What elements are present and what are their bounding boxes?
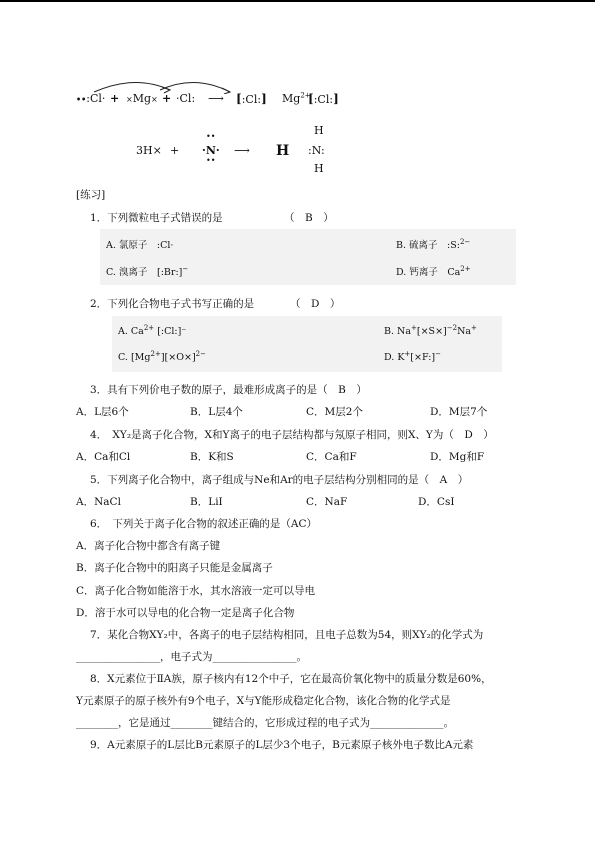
plus-sign-2: + [162,92,172,105]
n-top-dots: •• [206,132,216,141]
plus-sign: + [110,92,120,105]
practice-title: [练习] [76,189,106,201]
q6-option-a: A．离子化合物中都含有离子键 [76,540,221,552]
q2-option-d: D. K+[×F:]− [384,349,442,363]
q2-option-b: B. $Na^+[\times S\times]^{-2}Na^+$ [384,323,477,337]
q2-stem: 2．下列化合物电子式书写正确的是 [90,298,255,310]
mgcl2-formation-figure [76,80,366,110]
q6-option-b: B．离子化合物中的阳离子只能是金属离子 [76,562,273,574]
q1-answer: （ B ） [284,212,334,224]
reaction-arrow: ⟶ [208,92,224,105]
q3-option-a: A．L层6个 [76,406,129,418]
q4-stem: 4． XY₂是离子化合物，X和Y离子的电子层结构都与氖原子相同，则X、Y为（ D ） [90,429,494,441]
q6-option-d: D．溶于水可以导电的化合物一定是离子化合物 [76,607,295,619]
q8-line-3: ________，它是通过________键结合的，它形成过程的电子式为______________。 [76,717,454,729]
q5-option-d: D．CsI [418,496,455,508]
chloride-ion-right: [:Cl:] [308,92,339,106]
q5-option-b: B．LiI [190,496,223,508]
mg-atom: ×Mg× [126,92,158,105]
q4-option-a: A．Ca和Cl [76,451,131,463]
q7-line-1: 7．某化合物XY₂中，各离子的电子层结构相同，且电子总数为54，则XY₂的化学式为 [90,629,484,641]
chloride-ion-left: [:Cl:] [236,92,267,106]
q3-option-d: D．M层7个 [430,406,488,418]
q5-option-c: C．NaF [306,496,348,508]
page-top-border [0,0,595,2]
magnesium-ion: $Mg^{2+}$ [282,91,311,105]
q4-option-d: D．Mg和F [430,451,485,463]
nitrogen-atom: ·N· [202,144,220,157]
n-bottom-dots: •• [206,156,216,165]
q2-option-a: A. $Ca^{2+}$ [:Cl:]⁻ [118,323,187,337]
q4-option-c: C．Ca和F [306,451,357,463]
cl-atom-right: ·Cl: [176,92,196,105]
q8-line-1: 8．X元素位于ⅡA族，原子核内有12个中子，它在最高价氧化物中的质量分数是60%， [90,673,492,685]
reaction-arrow-2: ⟶ [234,144,250,157]
q5-option-a: A．NaCl [76,496,121,508]
hydrogen-bottom: H [314,162,324,175]
q2-answer: （ D ） [290,298,341,310]
q7-line-2: ________________，电子式为________________。 [76,651,307,663]
hydrogen-atoms: 3H× [136,144,162,157]
q6-stem: 6． 下列关于离子化合物的叙述正确的是（AC） [90,518,318,530]
q9-line-1: 9．A元素原子的L层比B元素原子的L层少3个电子，B元素原子核外电子数比A元素 [90,739,474,751]
q1-option-c: C. 溴离子 [:Br:]− [106,264,189,278]
q1-stem: 1．下列微粒电子式错误的是 [90,212,223,224]
nh3-formation-figure [136,122,356,182]
hydrogen-top: H [314,124,324,137]
q1-option-b: B. 硫离子 :S:$^{2-}$ [396,237,471,251]
plus-sign-3: + [170,144,180,157]
q5-stem: 5．下列离子化合物中，离子组成与Ne和Ar的电子层结构分别相同的是（ A ） [90,474,469,486]
nitrogen-center: :N: [308,144,325,157]
q3-stem: 3．具有下列价电子数的原子，最难形成离子的是（ B ） [90,384,367,396]
hydrogen-left: H [276,143,290,159]
q8-line-2: Y元素原子的原子核外有9个电子，X与Y能形成稳定化合物，该化合物的化学式是 [76,695,451,707]
q1-option-a: A. 氯原子 :Cl· [106,240,174,251]
q2-option-c: C. $[Mg^{2+}][\times O\times]^{2-}$ [118,349,206,363]
q3-option-c: C．M层2个 [306,406,363,418]
cl-atom-left: ••:Cl· [76,92,106,105]
q1-option-d: D. 钙离子 $Ca^{2+}$ [396,264,471,278]
q4-option-b: B．K和S [190,451,234,463]
q3-option-b: B．L层4个 [190,406,243,418]
q6-option-c: C．离子化合物如能溶于水，其水溶液一定可以导电 [76,585,316,597]
